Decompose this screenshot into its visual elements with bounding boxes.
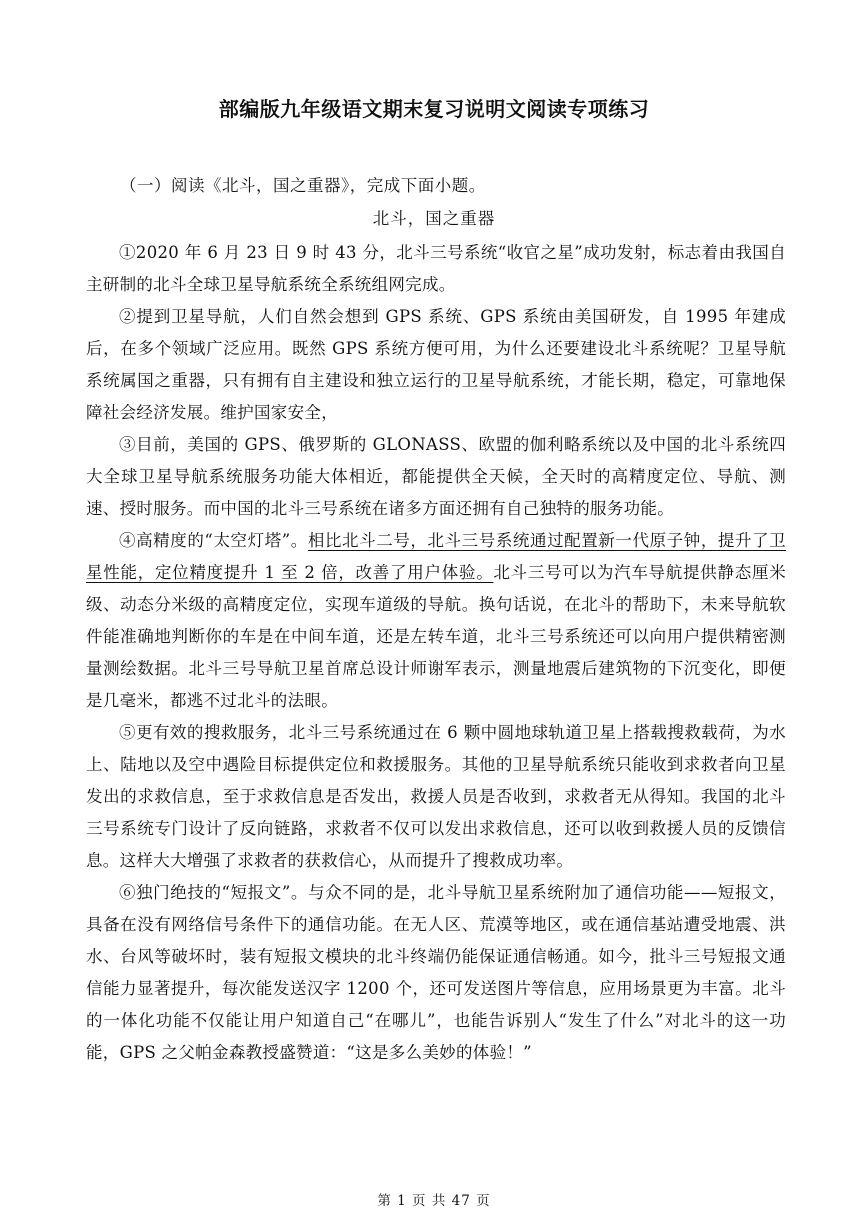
paragraph-4-lead: ④高精度的“太空灯塔”。 (119, 531, 308, 550)
paragraph-4-rest: 北斗三号可以为汽车导航提供静态厘米级、动态分米级的高精度定位，实现车道级的导航。换句话说，在北斗的帮助下，未来导航软件能准确地判断你的车是在中间车道，还是左转车道，北斗三号系统还可以向用户提供精密测量测绘数据。北斗三号导航卫星首席总设计师谢军表示，测量地震后建筑物的下沉变化，即便是几毫米，都逃不过北斗的法眼。 (86, 563, 786, 710)
paragraph-4-underlined-sentence: 相比北斗二号，北斗三号系统通过配置新一代原子钟，提升了卫星性能，定位精度提升 1 至 2 倍，改善了用户体验。 (86, 531, 786, 582)
page-footer: 第 1 页 共 47 页 (377, 1193, 491, 1209)
paragraph-2: ②提到卫星导航，人们自然会想到 GPS 系统、GPS 系统由美国研发，自 1995 年建成后，在多个领域广泛应用。既然 GPS 系统方便可用，为什么还要建设北斗系统呢？卫星导航系统属国之重器，只有拥有自主建设和独立运行的卫星导航系统，才能长期，稳定，可靠地保障社会经济发展。维护国家安全， (86, 307, 786, 422)
paragraph-1: ①2020 年 6 月 23 日 9 时 43 分，北斗三号系统“收官之星”成功发射，标志着由我国自主研制的北斗全球卫星导航系统全系统组网完成。 (86, 243, 786, 294)
paragraph-3: ③目前，美国的 GPS、俄罗斯的 GLONASS、欧盟的伽利略系统以及中国的北斗系统四大全球卫星导航系统服务功能大体相近，都能提供全天候，全天时的高精度定位、导航、测速、授时服务。而中国的北斗三号系统在诸多方面还拥有自己独特的服务功能。 (86, 435, 786, 518)
article-body (86, 237, 786, 1069)
paragraph-6: ⑥独门绝技的“短报文”。与众不同的是，北斗导航卫星系统附加了通信功能——短报文，具备在没有网络信号条件下的通信功能。在无人区、荒漠等地区，或在通信基站遭受地震、洪水、台风等破坏时，装有短报文模块的北斗终端仍能保证通信畅通。如今，批斗三号短报文通信能力显著提升，每次能发送汉字 1200 个，还可发送图片等信息，应用场景更为丰富。北斗的一体化功能不仅能让用户知道自己“在哪儿”，也能告诉别人“发生了什么”对北斗的这一功能，GPS 之父帕金森教授盛赞道：“这是多么美妙的体验！” (86, 883, 786, 1062)
article-title: 北斗，国之重器 (372, 209, 496, 228)
section-heading: （一）阅读《北斗，国之重器》，完成下面小题。 (120, 176, 486, 195)
paragraph-4 (86, 525, 786, 717)
paragraph-5: ⑤更有效的搜救服务，北斗三号系统通过在 6 颗中圆地球轨道卫星上搭载搜救载荷，为水上、陆地以及空中遇险目标提供定位和救援服务。其他的卫星导航系统只能收到求救者向卫星发出的求救信息，至于求救信息是否发出，救援人员是否收到，求救者无从得知。我国的北斗三号系统专门设计了反向链路，求救者不仅可以发出求救信息，还可以收到救援人员的反馈信息。这样大大增强了求救者的获救信心，从而提升了搜救成功率。 (86, 723, 786, 870)
document-title: 部编版九年级语文期末复习说明文阅读专项练习 (218, 97, 650, 121)
